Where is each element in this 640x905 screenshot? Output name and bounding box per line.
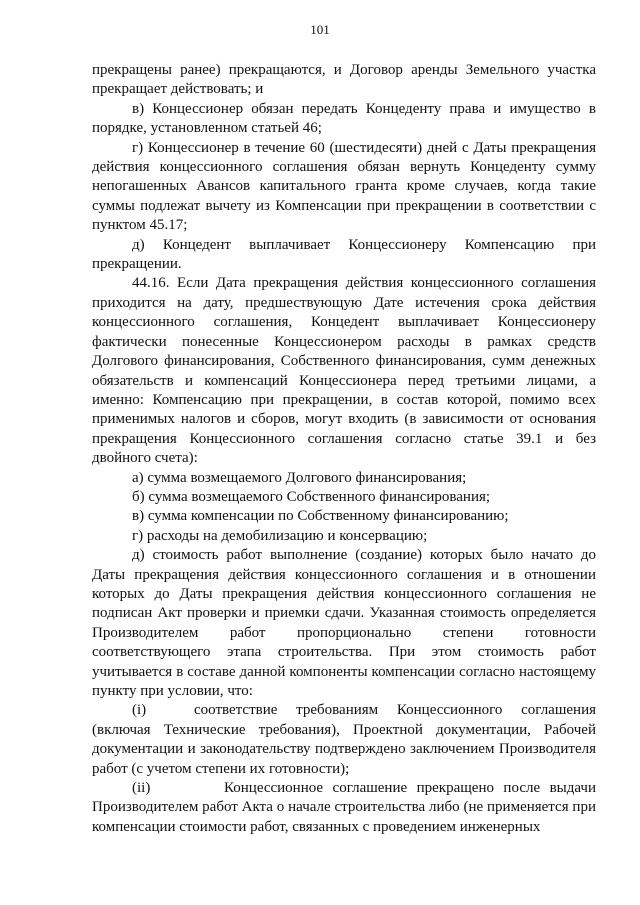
paragraph-continuation: прекращены ранее) прекращаются, и Договор аренды Земельного участка прекращает действовать; и xyxy=(92,62,596,98)
list-item-v: в) сумма компенсации по Собственному финансированию; xyxy=(132,508,509,525)
subitem-marker: (i) xyxy=(132,702,147,719)
document-body xyxy=(92,61,596,837)
list-item-d: д) стоимость работ выполнение (создание) которых было начато до Даты прекращения действия концессионного соглашения и в отношении которых до Даты прекращения действия концессионного соглашения не подписан Акт проверки и приемки сдачи. Указанная стоимость определяется Производителем работ пропорционально степени готовности соответствующего этапа строительства. При этом стоимость работ учитывается в составе данной компоненты компенсации согласно настоящему пункту при условии, что: xyxy=(92,547,596,699)
subitem-text: соответствие требованиям Концессионного соглашения (включая Технические требования), Проектной документации, Рабочей документации и законодательству подтверждено заключением Производителя работ (с учетом степени их готовности); xyxy=(92,702,596,777)
paragraph-item-v: в) Концессионер обязан передать Концеденту права и имущество в порядке, установленном статьей 46; xyxy=(92,100,596,137)
subitem-marker: (ii) xyxy=(132,780,151,797)
list-item-b: б) сумма возмещаемого Собственного финансирования; xyxy=(132,488,491,505)
list-item-a: а) сумма возмещаемого Долгового финансирования; xyxy=(132,469,467,486)
subitem-ii xyxy=(92,779,596,837)
paragraph-item-g: г) Концессионер в течение 60 (шестидесяти) дней с Даты прекращения действия концессионного соглашения обязан вернуть Концеденту сумму непогашенных Авансов капитального гранта кроме случаев, когда такие суммы подлежат вычету из Компенсации при прекращении в соответствии с пунктом 45.17; xyxy=(92,139,596,234)
paragraph-item-d: д) Концедент выплачивает Концессионеру Компенсацию при прекращении. xyxy=(92,236,596,273)
paragraph-44-16: 44.16. Если Дата прекращения действия концессионного соглашения приходится на дату, предшествующую Дате истечения срока действия концессионного соглашения, Концедент выплачивает Концессионеру фактически понесенные Концессионером расходы в рамках средств Долгового финансирования, Собственного финансирования, сумм денежных обязательств и компенсаций Концессионера перед третьими лицами, а именно: Компенсацию при прекращении, в состав которой, помимо всех применимых налогов и сборов, могут входить (в зависимости от основания прекращения Концессионного соглашения согласно статье 39.1 и без двойного счета): xyxy=(92,275,596,467)
list-item-g: г) расходы на демобилизацию и консервацию; xyxy=(132,527,428,544)
subitem-i xyxy=(92,701,596,779)
subitem-text: Концессионное соглашение прекращено после выдачи Производителем работ Акта о начале строительства либо (не применяется при компенсации стоимости работ, связанных с проведением инженерных xyxy=(92,780,596,835)
page-number: 101 xyxy=(310,22,330,37)
